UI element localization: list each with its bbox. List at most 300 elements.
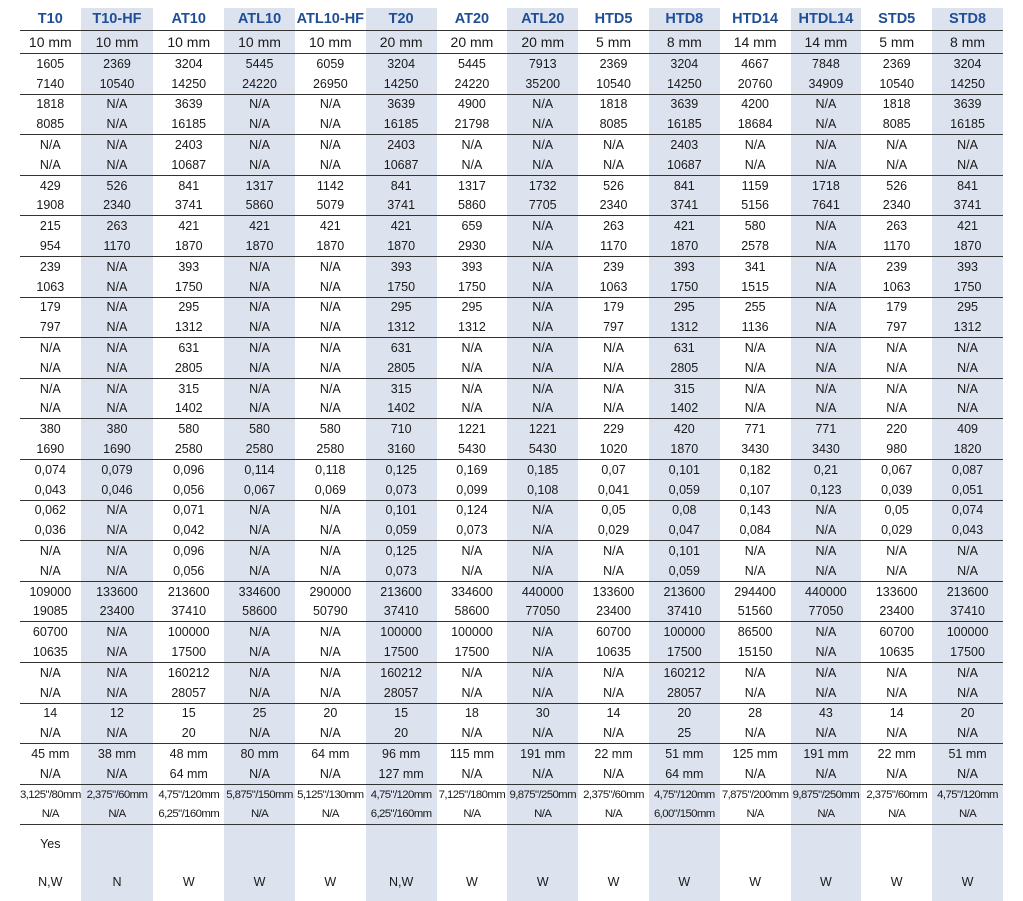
table-cell: 295 [649,297,720,317]
table-cell: N/A [507,764,578,784]
table-cell: N/A [932,358,1003,378]
table-cell: N/A [791,358,862,378]
table-cell: 2403 [366,135,437,155]
table-cell: 2,375"/60mm [578,784,649,804]
table-cell: 14250 [153,74,224,94]
table-cell: 5079 [295,196,366,216]
table-cell: N/A [81,500,154,520]
table-cell: 9,875"/250mm [507,784,578,804]
table-cell: N/A [791,297,862,317]
table-cell: 239 [20,256,81,276]
table-cell: 841 [153,175,224,195]
table-cell: 1870 [932,236,1003,256]
pitch-cell: 20 mm [437,31,508,54]
table-cell: N/A [507,622,578,642]
table-cell: 8085 [861,114,932,134]
table-cell: 10687 [366,155,437,175]
table-cell: 3639 [932,94,1003,114]
table-cell: 290000 [295,581,366,601]
table-cell: W [153,863,224,901]
table-cell: N/A [507,277,578,297]
table-cell: 5430 [437,439,508,459]
table-cell: 5,875"/150mm [224,784,295,804]
table-cell: N/A [295,642,366,662]
table-cell: N/A [437,155,508,175]
table-cell: N/A [791,764,862,784]
table-cell: N/A [295,500,366,520]
table-cell: 0,185 [507,459,578,479]
table-cell: N/A [20,378,81,398]
column-header: T20 [366,8,437,31]
table-cell: N/A [224,642,295,662]
table-cell: 1870 [366,236,437,256]
table-cell: 7705 [507,196,578,216]
table-cell: 341 [720,256,791,276]
table-cell: 0,123 [791,480,862,500]
table-cell: 3741 [366,196,437,216]
table-cell: 77050 [507,602,578,622]
table-cell: 1750 [437,277,508,297]
table-cell [791,825,862,864]
table-cell: 1870 [153,236,224,256]
table-cell: 0,042 [153,520,224,540]
table-cell: 20760 [720,74,791,94]
table-cell: 2930 [437,236,508,256]
table-cell: Yes [20,825,81,864]
table-cell: 7848 [791,54,862,74]
table-cell: 393 [153,256,224,276]
table-cell: 2340 [861,196,932,216]
table-cell: 58600 [224,602,295,622]
table-cell: 0,071 [153,500,224,520]
table-cell: W [791,863,862,901]
table-cell: 191 mm [791,744,862,764]
table-cell: 17500 [366,642,437,662]
table-cell: 239 [861,256,932,276]
table-cell: 10687 [649,155,720,175]
table-cell: 7140 [20,74,81,94]
table-cell: 28057 [366,683,437,703]
table-cell: 393 [932,256,1003,276]
table-cell: N/A [437,804,508,824]
table-cell: N/A [720,561,791,581]
table-cell: 179 [861,297,932,317]
table-cell: N/A [81,338,154,358]
table-cell: 1820 [932,439,1003,459]
table-cell: 18 [437,703,508,723]
table-cell: 1317 [224,175,295,195]
table-cell: 0,079 [81,459,154,479]
table-cell: N/A [507,541,578,561]
table-cell: N/A [20,399,81,419]
table-cell: 1908 [20,196,81,216]
table-cell: N/A [295,297,366,317]
table-cell: N/A [224,378,295,398]
table-cell: 23400 [861,602,932,622]
table-cell: N/A [578,662,649,682]
table-cell: 7,875"/200mm [720,784,791,804]
table-cell: 48 mm [153,744,224,764]
table-cell: N/A [507,256,578,276]
table-cell: N/A [81,114,154,134]
table-cell: N/A [224,155,295,175]
table-cell: 2805 [649,358,720,378]
table-cell: 255 [720,297,791,317]
table-cell: 0,067 [861,459,932,479]
table-cell: 60700 [578,622,649,642]
table-cell: 0,043 [20,480,81,500]
table-cell: N/A [861,338,932,358]
table-cell: N/A [81,520,154,540]
table-cell: N/A [20,561,81,581]
pitch-cell: 5 mm [861,31,932,54]
table-row [20,399,1003,419]
table-cell: 10635 [20,642,81,662]
table-cell: N/A [720,358,791,378]
table-cell: 0,169 [437,459,508,479]
table-cell: N/A [437,358,508,378]
table-row [20,723,1003,743]
table-cell: 23400 [81,602,154,622]
table-cell: 1312 [649,317,720,337]
table-cell: 16185 [932,114,1003,134]
table-cell: 2403 [153,135,224,155]
table-cell: N/A [295,561,366,581]
table-cell: 229 [578,419,649,439]
table-cell: 4,75"/120mm [932,784,1003,804]
table-cell: N/A [224,338,295,358]
table-cell: N/A [81,256,154,276]
table-cell: 3741 [153,196,224,216]
table-cell: 1159 [720,175,791,195]
table-row [20,602,1003,622]
column-header: ATL10-HF [295,8,366,31]
table-cell: N/A [20,723,81,743]
table-cell: N/A [20,155,81,175]
table-cell: N/A [578,378,649,398]
table-cell: 1221 [507,419,578,439]
table-cell: 0,029 [578,520,649,540]
table-cell: 295 [932,297,1003,317]
table-cell: 8085 [20,114,81,134]
table-cell: 213600 [932,581,1003,601]
table-cell: 37410 [366,602,437,622]
table-cell: 1312 [153,317,224,337]
table-cell: 3741 [649,196,720,216]
table-cell: 797 [861,317,932,337]
table-row [20,744,1003,764]
table-cell: N/A [932,399,1003,419]
table-cell: N/A [507,520,578,540]
table-cell: 80 mm [224,744,295,764]
table-cell: 1750 [932,277,1003,297]
table-cell: N/A [578,155,649,175]
table-cell: N/A [791,378,862,398]
table-cell: 1732 [507,175,578,195]
table-cell: 215 [20,216,81,236]
table-cell: 2,375"/60mm [81,784,154,804]
table-cell: 19085 [20,602,81,622]
table-cell: 4900 [437,94,508,114]
table-cell: N/A [437,378,508,398]
table-cell: 0,051 [932,480,1003,500]
table-cell: 160212 [366,662,437,682]
table-cell: N/A [578,561,649,581]
table-cell: 1312 [932,317,1003,337]
table-cell: 1170 [578,236,649,256]
table-cell: N/A [932,723,1003,743]
table-cell: N/A [791,622,862,642]
table-cell: N/A [861,804,932,824]
table-cell [366,825,437,864]
table-cell: N/A [295,804,366,824]
table-cell: N/A [791,317,862,337]
table-cell: 797 [20,317,81,337]
table-cell: N/A [295,256,366,276]
table-cell: N/A [861,135,932,155]
table-cell: N/A [720,155,791,175]
column-header: HTD8 [649,8,720,31]
column-header: HTD14 [720,8,791,31]
table-cell: 100000 [153,622,224,642]
table-cell: N/A [720,399,791,419]
table-cell: 263 [578,216,649,236]
table-cell: N/A [578,764,649,784]
table-cell: N/A [81,764,154,784]
table-row [20,419,1003,439]
table-cell: 631 [649,338,720,358]
table-cell: 420 [649,419,720,439]
table-cell: 797 [578,317,649,337]
pitch-cell: 10 mm [295,31,366,54]
table-cell: 2369 [81,54,154,74]
table-cell: N/A [791,500,862,520]
table-cell: 26950 [295,74,366,94]
table-cell: 1870 [649,236,720,256]
table-cell [153,825,224,864]
table-cell: 51 mm [932,744,1003,764]
table-cell: W [224,863,295,901]
table-cell: 109000 [20,581,81,601]
table-cell: 96 mm [366,744,437,764]
table-cell [507,825,578,864]
table-cell: 263 [861,216,932,236]
table-cell: N/A [791,662,862,682]
table-cell: N/A [224,622,295,642]
table-cell: W [932,863,1003,901]
table-cell: N/A [791,114,862,134]
table-cell: 160212 [649,662,720,682]
table-cell: 14 [578,703,649,723]
table-cell: 659 [437,216,508,236]
column-header: AT20 [437,8,508,31]
table-cell: 0,125 [366,459,437,479]
table-cell: 100000 [437,622,508,642]
table-cell: 3204 [153,54,224,74]
pitch-cell: 14 mm [791,31,862,54]
table-cell: N/A [507,399,578,419]
pitch-cell: 10 mm [20,31,81,54]
table-cell: N/A [720,541,791,561]
table-cell: N/A [791,541,862,561]
table-cell: 24220 [224,74,295,94]
table-cell: N/A [507,804,578,824]
table-cell: 841 [649,175,720,195]
table-row [20,74,1003,94]
table-cell: 0,059 [649,480,720,500]
table-cell: 580 [720,216,791,236]
table-cell: 631 [153,338,224,358]
table-cell: 0,124 [437,500,508,520]
table-cell: 771 [791,419,862,439]
table-row [20,581,1003,601]
table-cell: N/A [437,135,508,155]
table-cell: 16185 [153,114,224,134]
table-cell: 380 [81,419,154,439]
table-cell: 3741 [932,196,1003,216]
table-body [20,54,1003,901]
table-cell: 421 [153,216,224,236]
table-cell: 24220 [437,74,508,94]
table-cell: 213600 [153,581,224,601]
table-cell: 14250 [366,74,437,94]
table-cell: 2369 [578,54,649,74]
table-cell: 710 [366,419,437,439]
table-cell: N/A [295,135,366,155]
table-cell: 1020 [578,439,649,459]
table-row [20,784,1003,804]
table-cell: N/A [932,338,1003,358]
table-cell: 20 [295,703,366,723]
table-cell: 393 [437,256,508,276]
table-cell: 64 mm [153,764,224,784]
column-header: ATL20 [507,8,578,31]
table-row [20,317,1003,337]
table-cell: 20 [366,723,437,743]
table-cell: N/A [861,662,932,682]
table-cell: 7913 [507,54,578,74]
table-cell: 2340 [81,196,154,216]
table-cell: N/A [507,317,578,337]
table-cell: 100000 [649,622,720,642]
table-cell: 5860 [224,196,295,216]
table-cell: 0,073 [366,480,437,500]
table-cell: 0,047 [649,520,720,540]
table-cell: 526 [861,175,932,195]
table-cell: N/A [791,804,862,824]
table-cell: N/A [81,541,154,561]
table-cell: 37410 [153,602,224,622]
table-cell: N/A [224,804,295,824]
pitch-cell: 10 mm [153,31,224,54]
table-cell: 4,75"/120mm [153,784,224,804]
table-row [20,175,1003,195]
table-cell: N/A [81,662,154,682]
table-cell: 6,25"/160mm [153,804,224,824]
table-cell: 5,125"/130mm [295,784,366,804]
table-cell: 0,182 [720,459,791,479]
column-header: HTD5 [578,8,649,31]
table-cell: N/A [224,723,295,743]
table-cell [224,825,295,864]
table-cell: 1063 [20,277,81,297]
table-cell: N/A [295,338,366,358]
table-cell: N/A [81,642,154,662]
table-cell: N/A [720,683,791,703]
table-cell: N/A [791,723,862,743]
table-row [20,236,1003,256]
table-row [20,196,1003,216]
table-cell: 2369 [861,54,932,74]
table-cell: N/A [507,561,578,581]
table-cell: 0,125 [366,541,437,561]
table-cell: N/A [81,317,154,337]
table-cell: N/A [437,561,508,581]
table-cell: 20 [932,703,1003,723]
table-cell: N/A [295,277,366,297]
table-cell: 631 [366,338,437,358]
table-cell: 1515 [720,277,791,297]
table-row [20,338,1003,358]
table-cell: 58600 [437,602,508,622]
table-cell: 1142 [295,175,366,195]
belt-spec-table-wrapper [20,8,1003,901]
table-cell: N/A [861,723,932,743]
table-cell: N/A [295,378,366,398]
table-cell: 1063 [861,277,932,297]
table-cell: 2,375"/60mm [861,784,932,804]
table-cell: 409 [932,419,1003,439]
table-cell: N/A [20,358,81,378]
table-cell: 20 [153,723,224,743]
table-cell: 1312 [437,317,508,337]
table-cell: N/A [791,399,862,419]
table-cell: 0,074 [932,500,1003,520]
table-cell: N/A [861,541,932,561]
table-cell: 10687 [153,155,224,175]
table-cell: 0,143 [720,500,791,520]
table-cell: 1402 [649,399,720,419]
table-cell: 15 [366,703,437,723]
table-cell: 0,101 [649,541,720,561]
table-cell: N/A [437,764,508,784]
table-cell: 22 mm [861,744,932,764]
table-cell: 17500 [153,642,224,662]
table-cell: N/A [507,662,578,682]
table-cell: 10540 [81,74,154,94]
table-cell: N/A [81,723,154,743]
table-cell: 115 mm [437,744,508,764]
table-cell: 6,25"/160mm [366,804,437,824]
table-cell: 133600 [81,581,154,601]
pitch-cell: 10 mm [81,31,154,54]
table-cell: 20 [649,703,720,723]
table-cell: 1063 [578,277,649,297]
table-row [20,683,1003,703]
table-cell: N/A [578,338,649,358]
table-cell: N/A [932,683,1003,703]
table-cell: 3430 [791,439,862,459]
table-cell: 3204 [366,54,437,74]
table-cell [81,825,154,864]
table-cell: W [295,863,366,901]
table-cell: N/A [295,723,366,743]
table-cell: 23400 [578,602,649,622]
table-cell: N/A [791,277,862,297]
table-cell: N/A [224,541,295,561]
table-cell: N/A [578,358,649,378]
table-cell: N/A [295,94,366,114]
